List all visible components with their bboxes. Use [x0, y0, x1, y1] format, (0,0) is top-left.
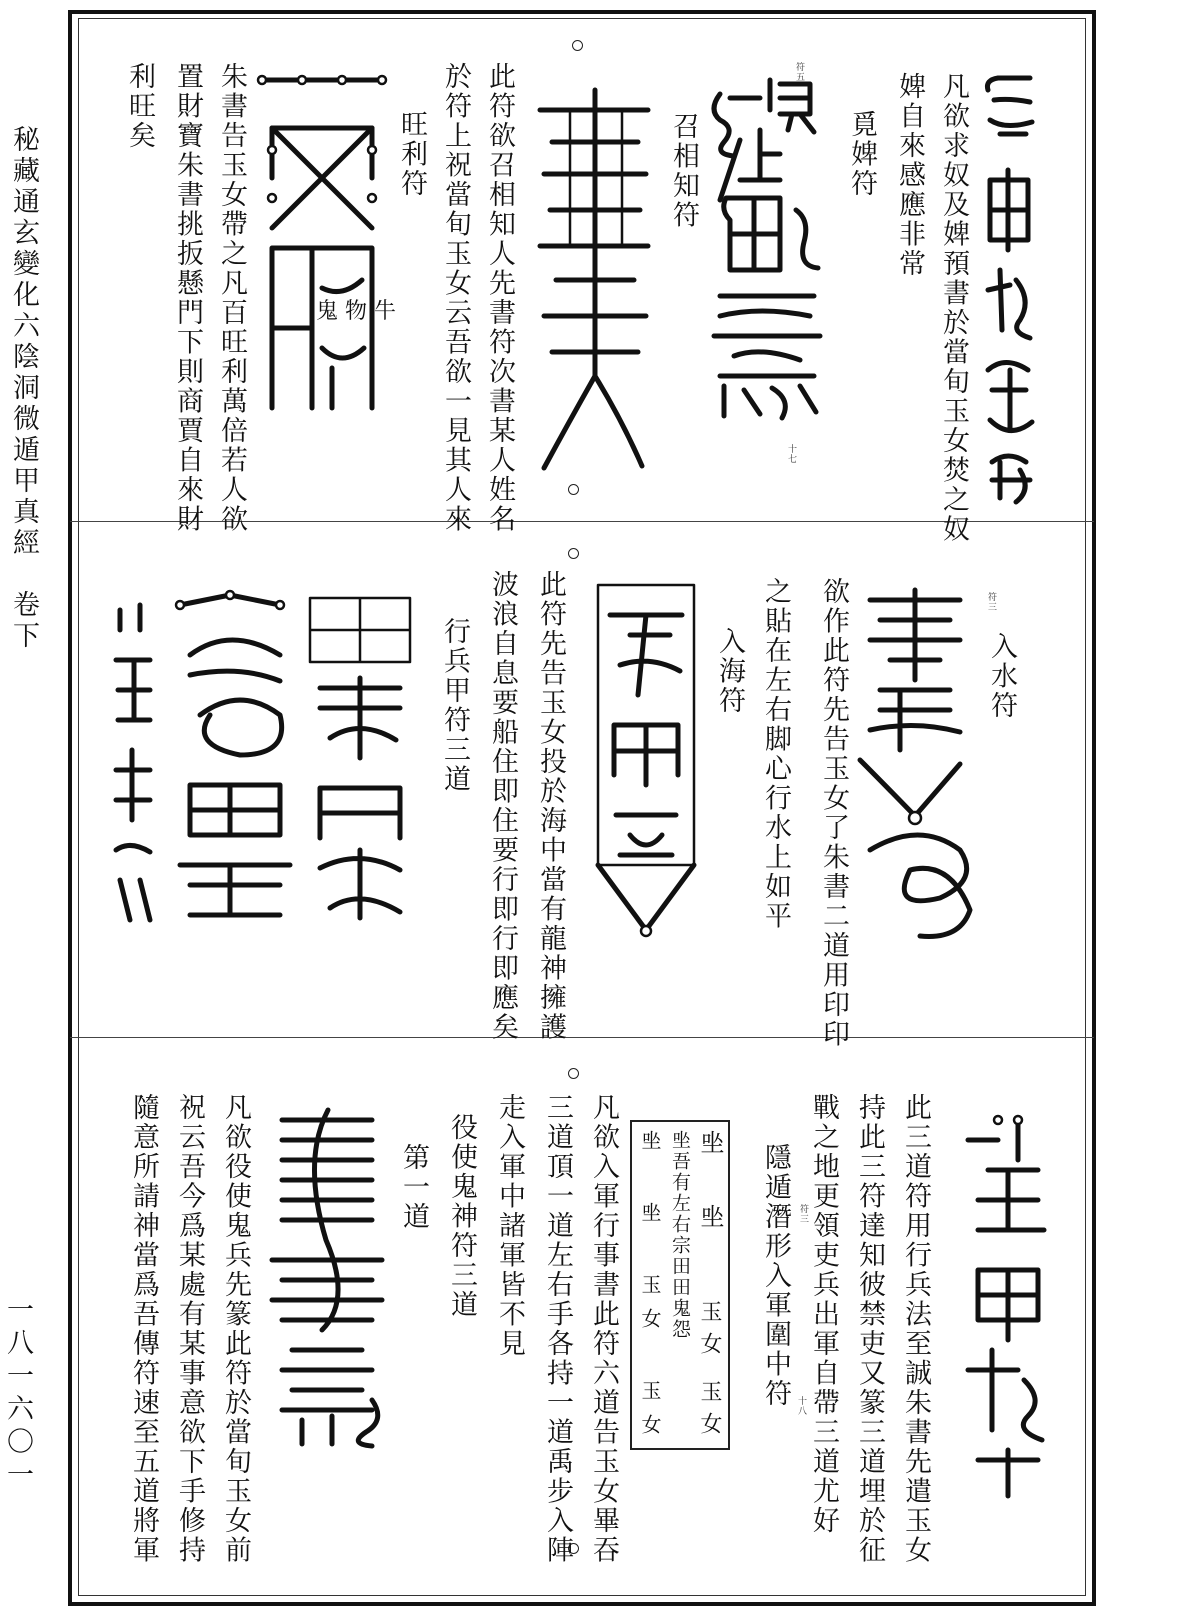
talisman-glyph: 㘴 㘴 玉女 玉女 — [638, 1130, 662, 1448]
text-column: 置財寶朱書挑扳懸門下則商賈自來財 — [172, 62, 203, 534]
text-column: 欲作此符先告玉女了朱書二道用印印 — [818, 577, 849, 1049]
text-column: 持此三符達知彼禁吏又篆三道埋於征 — [854, 1093, 885, 1565]
talisman-glyph: 玉女 — [697, 1300, 722, 1364]
seal-label: 十八 — [796, 1396, 806, 1416]
seal-script-talisman — [170, 585, 300, 925]
seal-script-talisman — [262, 1100, 392, 1450]
seal-label: 十七 — [786, 444, 796, 464]
talisman-title: 入海符 — [714, 627, 745, 716]
seal-script-talisman — [252, 68, 396, 448]
section-divider-lower — [70, 1037, 1094, 1038]
talisman-title: 隱遁潛形入軍圍中符 — [760, 1143, 791, 1409]
text-column: 三道頂一道左右手各持一道禹步入陣 — [542, 1093, 573, 1565]
text-column: 之貼在左右脚心行水上如平 — [760, 577, 791, 931]
text-column: 祝云吾今爲某處有某事意欲下手修持 — [174, 1093, 205, 1565]
talisman-glyph: 㘴吾有左右宗田田鬼怨 — [669, 1130, 691, 1340]
seal-script-talisman — [590, 575, 702, 945]
text-column: 此三道符用行兵法至誠朱書先遣玉女 — [900, 1093, 931, 1565]
text-column: 於符上祝當旬玉女云吾欲一見其人來 — [440, 62, 471, 534]
page-number: 一八一六〇一 — [2, 1295, 33, 1493]
text-column: 凡欲入軍行事書此符六道告玉女畢吞 — [588, 1093, 619, 1565]
seal-script-talisman — [700, 70, 840, 430]
binding-hole — [568, 548, 579, 559]
talisman-title: 第一道 — [398, 1143, 429, 1232]
talisman-title: 召相知符 — [668, 112, 699, 230]
binding-hole — [568, 1068, 579, 1079]
binding-hole — [572, 40, 583, 51]
talisman-glyph: 鬼 物 牛 — [316, 299, 396, 324]
seal-script-talisman — [530, 70, 660, 500]
talisman-title: 行兵甲符三道 — [439, 617, 470, 794]
seal-script-talisman — [110, 600, 160, 930]
text-column: 朱書告玉女帶之凡百旺利萬倍若人欲 — [216, 62, 247, 534]
seal-script-talisman — [840, 580, 990, 950]
text-column: 凡欲役使鬼兵先篆此符於當旬玉女前 — [220, 1093, 251, 1565]
talisman-glyph: 㘴 — [696, 1204, 724, 1248]
text-column: 凡欲求奴及婢預書於當旬玉女焚之奴 — [938, 72, 969, 544]
seal-script-talisman — [980, 70, 1042, 510]
seal-label: 符五 — [794, 62, 804, 82]
talisman-title: 役使鬼神符三道 — [446, 1113, 477, 1320]
book-title: 秘藏通玄變化六陰洞微遁甲真經 卷下 — [8, 125, 39, 652]
seal-script-talisman — [958, 1100, 1048, 1500]
text-column: 隨意所請神當爲吾傳符速至五道將軍 — [128, 1093, 159, 1565]
talisman-glyph: 玉女 — [697, 1380, 722, 1444]
text-column: 戰之地更領吏兵出軍自帶三道尤好 — [808, 1093, 839, 1536]
talisman-title: 旺利符 — [396, 110, 427, 199]
talisman-title: 覓婢符 — [846, 110, 877, 199]
text-column: 走入軍中諸軍皆不見 — [494, 1093, 525, 1359]
text-column: 此符欲召相知人先書符次書某人姓名 — [484, 62, 515, 534]
talisman-title: 入水符 — [986, 632, 1017, 721]
text-column: 利旺矣 — [124, 62, 155, 151]
text-column: 波浪自息要船住即住要行即行即應矣 — [487, 570, 518, 1042]
text-column: 婢自來感應非常 — [894, 72, 925, 279]
seal-label: 符三 — [986, 592, 996, 612]
talisman-glyph: 㘴 — [696, 1130, 724, 1174]
seal-label: 符三 — [798, 1204, 808, 1224]
text-column: 此符先告玉女投於海中當有龍神擁護 — [535, 570, 566, 1042]
seal-script-talisman — [300, 588, 420, 928]
